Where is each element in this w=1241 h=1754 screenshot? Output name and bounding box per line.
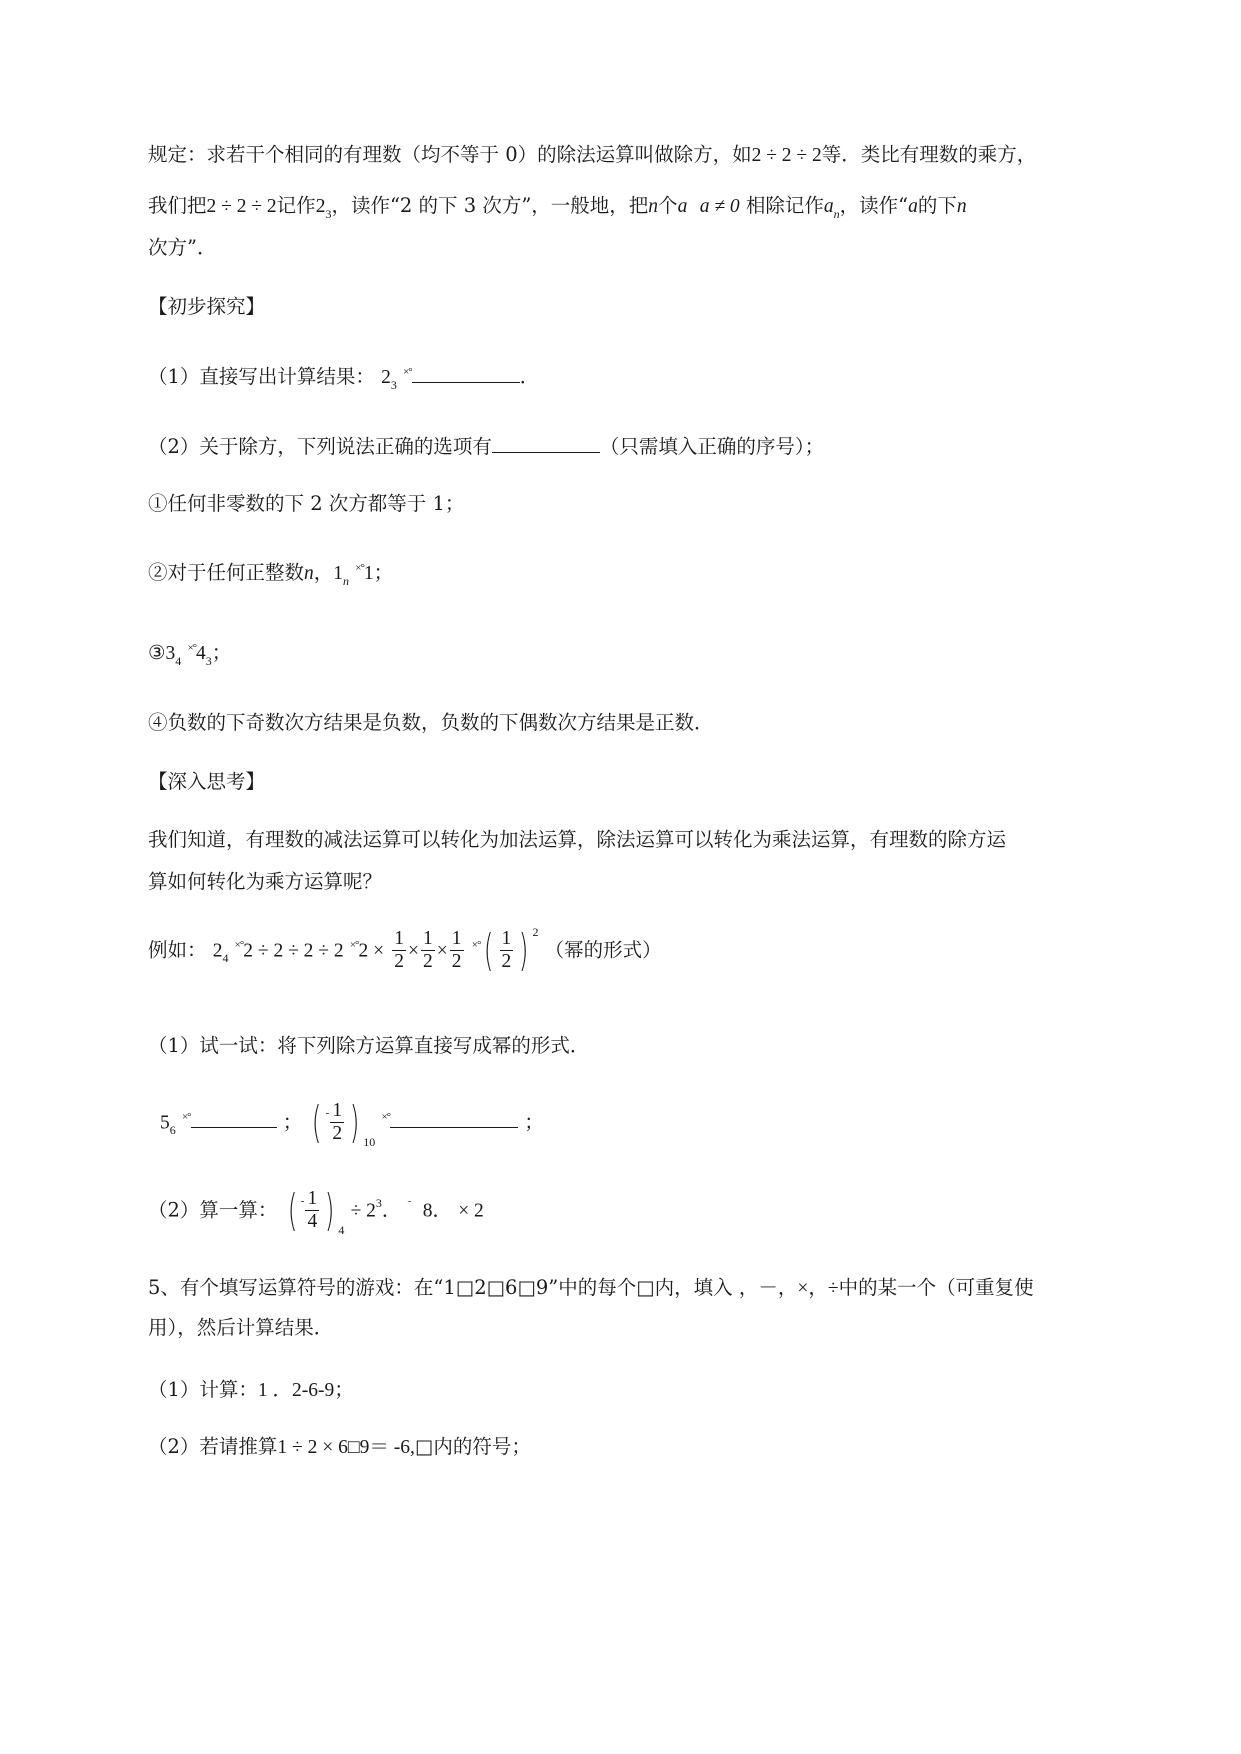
- example-line: [148, 924, 662, 976]
- punctuation: ；: [524, 1110, 544, 1134]
- fraction-denominator: 4: [307, 1211, 318, 1233]
- left-paren: (: [484, 924, 494, 976]
- section-title-explore: 【初步探究】: [148, 295, 266, 318]
- intro-text: 个: [658, 194, 678, 217]
- math-variable: n: [648, 196, 659, 217]
- fraction: [392, 928, 406, 974]
- intro-text: 相除记作: [745, 194, 824, 217]
- math-expression: 1 ÷ 2 × 6□9＝ -6,: [277, 1437, 415, 1458]
- math-expression: 2 ÷ 2 ÷ 2 ÷ 2: [243, 940, 344, 962]
- fraction-numerator: 1: [421, 928, 435, 951]
- calc-line: [148, 1184, 484, 1238]
- fraction-denominator: 2: [394, 951, 405, 973]
- fraction-numerator: 1: [392, 928, 406, 951]
- option-text: ②对于任何正整数: [148, 561, 305, 584]
- punctuation: ．: [432, 1198, 452, 1222]
- problem-text: 中的某一个（可重复使: [838, 1276, 1034, 1299]
- fraction-numerator: 1: [450, 928, 464, 951]
- question-label: （2）关于除方，下列说法正确的选项有: [148, 435, 492, 458]
- math-subscript: 3: [325, 207, 332, 221]
- think-line-1: 我们知道，有理数的减法运算可以转化为加法运算，除法运算可以转化为乘法运算，有理数的除方运: [148, 828, 1007, 851]
- option-2: [148, 561, 394, 588]
- math-variable: n: [304, 563, 314, 584]
- answer-blank[interactable]: [412, 366, 520, 383]
- problem-text: 5、有个填写运算符号的游戏：在“1□2□6□9”中的每个□内，填入: [148, 1276, 733, 1299]
- try-line: [160, 1096, 544, 1150]
- times-sign: ×: [436, 940, 448, 962]
- problem-5-question-1: [148, 1380, 354, 1401]
- question-label: （1）计算：: [148, 1378, 258, 1401]
- math-subscript: 10: [363, 1135, 376, 1150]
- fraction-denominator: 2: [332, 1123, 343, 1145]
- intro-expression: 2 ÷ 2 ÷ 2: [751, 145, 822, 166]
- math-expression: × 2: [458, 1200, 484, 1222]
- equals-glyph: ×°: [187, 642, 197, 654]
- intro-expression: 2 ÷ 2 ÷ 2: [206, 196, 277, 217]
- punctuation: ；: [211, 641, 232, 664]
- fraction-numerator: 1: [330, 1100, 344, 1123]
- math-base: 4: [196, 643, 206, 664]
- math-expression: 2 ×: [358, 940, 385, 962]
- minus-sign: -: [300, 1195, 304, 1208]
- operator-list: ，－，×，÷: [738, 1278, 839, 1299]
- problem-5-question-2: [148, 1437, 531, 1458]
- fraction: [500, 928, 514, 974]
- question-label: （1）直接写出计算结果：: [148, 365, 375, 388]
- equals-glyph: ×°: [471, 939, 481, 952]
- equals-glyph: ×°: [355, 562, 364, 574]
- fraction-numerator: 1: [305, 1188, 319, 1211]
- right-paren: ): [349, 1096, 360, 1148]
- question-label: （2）若请推算: [148, 1435, 278, 1458]
- math-base: 2: [381, 367, 391, 388]
- right-paren: ): [325, 1184, 335, 1236]
- math-expression: ÷ 2: [350, 1200, 376, 1222]
- question-label: （2）算一算：: [148, 1198, 278, 1222]
- math-variable: a: [908, 196, 918, 217]
- equals-glyph: ×°: [181, 1111, 191, 1124]
- math-base: 1: [333, 563, 344, 584]
- intro-line-3: 次方”．: [148, 236, 217, 259]
- math-base: 3: [165, 643, 176, 664]
- right-paren: ): [519, 924, 529, 976]
- math-variable: a: [677, 196, 688, 217]
- fraction: [450, 928, 464, 974]
- intro-text: 我们把: [148, 194, 207, 217]
- question-2: [148, 436, 824, 457]
- option-3: [148, 641, 232, 668]
- math-variable: n: [956, 196, 967, 217]
- punctuation: ；: [282, 1110, 303, 1134]
- math-condition: a ≠ 0: [699, 196, 740, 217]
- math-subscript: 4: [338, 1223, 345, 1238]
- question-hint: （只需填入正确的序号）；: [599, 435, 825, 458]
- problem-5-line-1: [148, 1278, 1034, 1299]
- math-subscript: 3: [390, 378, 397, 392]
- math-exponent: 3: [375, 1196, 382, 1211]
- left-paren: (: [312, 1096, 322, 1148]
- question-1: [148, 365, 540, 392]
- question-text: □内的符号；: [414, 1435, 531, 1458]
- math-exponent: 2: [532, 925, 539, 940]
- math-number: 8: [422, 1200, 433, 1222]
- math-base: 5: [160, 1112, 170, 1134]
- example-note: （幂的形式）: [544, 938, 662, 962]
- fraction: [330, 1100, 344, 1146]
- intro-text: ，读作“2 的下 3 次方”，一般地，把: [331, 194, 649, 217]
- math-base: 2: [315, 196, 326, 217]
- intro-text: 的下: [917, 194, 957, 217]
- section-title-think: 【深入思考】: [148, 770, 266, 793]
- equals-glyph: ×°: [403, 366, 412, 378]
- option-number: ③: [148, 641, 166, 664]
- answer-blank[interactable]: [191, 1111, 277, 1128]
- intro-text-end: 等．类比有理数的乘方，: [821, 143, 1037, 166]
- answer-blank[interactable]: [492, 436, 600, 453]
- minus-sign: -: [325, 1107, 329, 1120]
- math-subscript: 4: [222, 951, 229, 966]
- math-subscript: 6: [169, 1123, 176, 1138]
- fraction: [421, 928, 435, 974]
- math-base: 2: [212, 940, 223, 962]
- equals-glyph: ×°: [234, 939, 244, 952]
- math-subscript: n: [833, 207, 840, 221]
- math-subscript: 4: [175, 654, 182, 668]
- option-4: ④负数的下奇数次方结果是负数，负数的下偶数次方结果是正数．: [148, 711, 714, 734]
- tilde-glyph: ˜: [407, 1199, 411, 1212]
- punctuation: ，: [313, 561, 334, 584]
- fraction-denominator: 2: [501, 951, 512, 973]
- math-variable: a: [823, 196, 834, 217]
- problem-5-line-2: 用），然后计算结果．: [148, 1316, 334, 1339]
- fraction-denominator: 2: [423, 951, 433, 973]
- punctuation: ．: [519, 365, 540, 388]
- punctuation: ．: [381, 1198, 402, 1222]
- math-subscript: n: [343, 574, 350, 588]
- answer-blank[interactable]: [390, 1111, 518, 1128]
- think-line-2: 算如何转化为乘方运算呢？: [148, 870, 383, 893]
- fraction-denominator: 2: [451, 951, 462, 973]
- intro-text: 记作: [276, 194, 316, 217]
- equals-glyph: ×°: [349, 939, 359, 952]
- equals-glyph: ×°: [381, 1111, 391, 1124]
- math-subscript: 3: [205, 654, 212, 668]
- fraction: [305, 1188, 319, 1234]
- left-paren: (: [287, 1184, 297, 1236]
- math-result: 1；: [363, 563, 394, 584]
- intro-text: 规定：求若干个相同的有理数（均不等于 0）的除法运算叫做除方，如: [148, 143, 752, 166]
- option-1: ①任何非零数的下 2 次方都等于 1；: [148, 492, 465, 515]
- example-label: 例如：: [148, 938, 207, 962]
- fraction-numerator: 1: [500, 928, 514, 951]
- intro-line-2: [148, 194, 967, 221]
- times-sign: ×: [408, 940, 420, 962]
- intro-text: ，读作“: [839, 194, 909, 217]
- try-label: （1）试一试：将下列除方运算直接写成幂的形式．: [148, 1034, 590, 1057]
- math-expression: 1 ．2-6-9；: [257, 1380, 354, 1401]
- intro-line-1: [148, 145, 1036, 166]
